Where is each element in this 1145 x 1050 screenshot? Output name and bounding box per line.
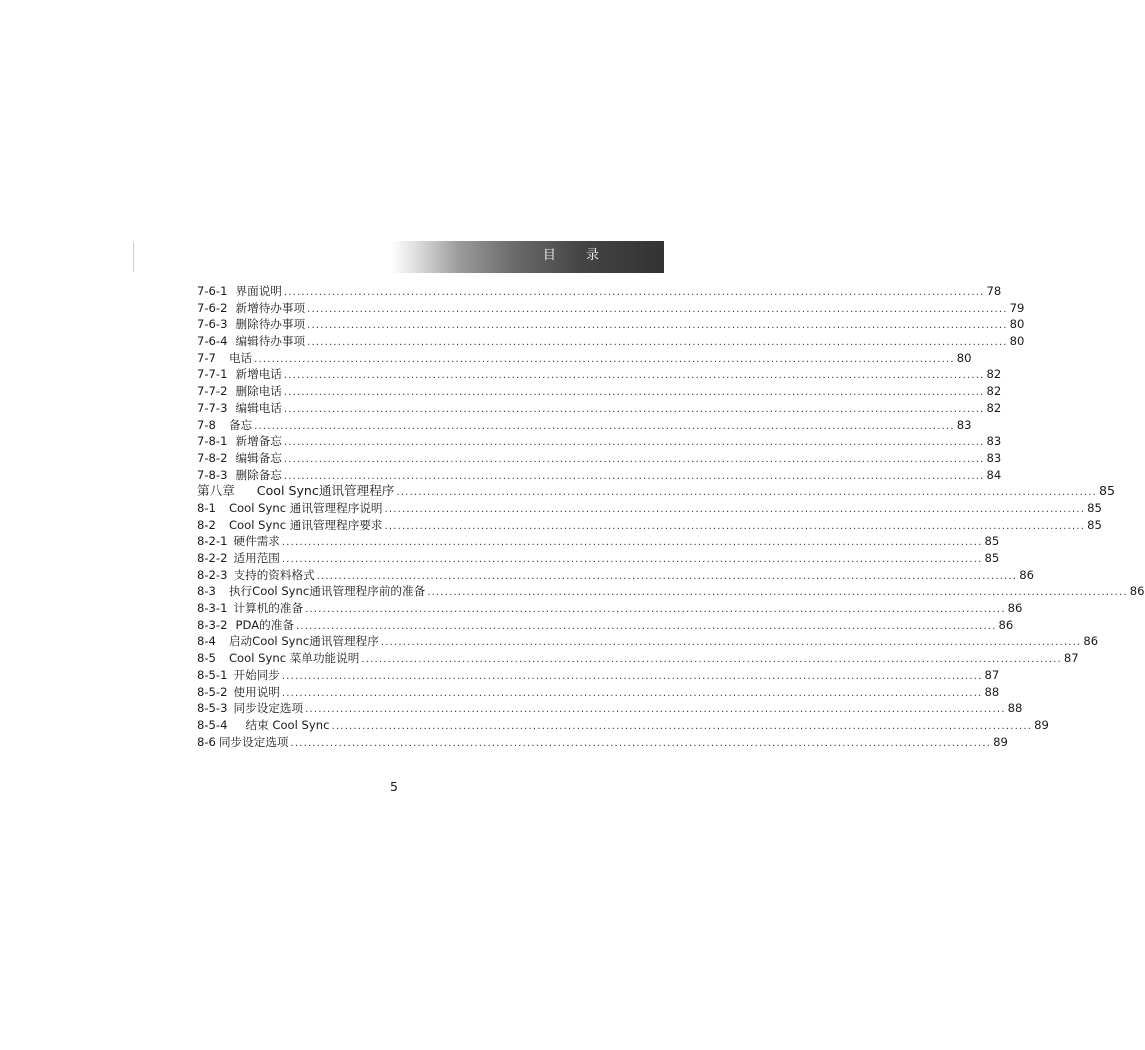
toc-entry-number: 7-8-3 xyxy=(197,467,228,482)
toc-entry-number: 8-5 xyxy=(197,651,216,666)
toc-entry-title: 新增备忘 xyxy=(235,434,282,449)
toc-entry-page: 83 xyxy=(986,434,1002,449)
toc-entry-number: 7-8-2 xyxy=(197,450,228,465)
toc-entry xyxy=(197,600,1023,617)
toc-entry-page: 78 xyxy=(986,284,1002,298)
toc-entry-title: 使用说明 xyxy=(233,684,280,699)
toc-entry-title: 删除备忘 xyxy=(235,467,282,482)
toc-entry-page: 82 xyxy=(986,367,1002,382)
toc-entry xyxy=(197,533,1000,550)
toc-entry-page: 85 xyxy=(1099,483,1116,499)
toc-entry-title: 删除电话 xyxy=(235,384,282,399)
toc-entry-page: 86 xyxy=(1019,567,1035,582)
toc-entry xyxy=(197,583,1145,600)
toc-entry xyxy=(197,500,1102,517)
toc-entry xyxy=(197,483,1116,500)
toc-entry-number: 7-6-2 xyxy=(197,300,228,315)
toc-entry-page: 82 xyxy=(986,384,1002,399)
toc-entry xyxy=(197,667,1000,684)
toc-leader-dots: ................................................................................................................................................................ xyxy=(283,387,985,399)
header-title: 目 录 xyxy=(542,248,612,263)
toc-entry-title: PDA的准备 xyxy=(235,617,294,632)
toc-leader-dots: ................................................................................................................................................................ xyxy=(361,654,1062,666)
toc-entry-number: 8-6 xyxy=(197,734,216,749)
toc-entry-title: 计算机的准备 xyxy=(233,601,304,616)
toc-entry xyxy=(197,366,1002,383)
toc-entry-number: 8-2-3 xyxy=(197,567,228,582)
toc-entry-title: 开始同步 xyxy=(233,667,280,682)
toc-entry-page: 86 xyxy=(1007,601,1023,616)
toc-leader-dots: ................................................................................................................................................................ xyxy=(254,420,955,432)
toc-entry-page: 86 xyxy=(1129,584,1145,599)
toc-leader-dots: ................................................................................................................................................................ xyxy=(380,637,1082,649)
toc-entry-title: 电话 xyxy=(228,350,253,365)
header-band xyxy=(392,241,664,273)
toc-entry xyxy=(197,383,1002,400)
toc-entry-number: 8-4 xyxy=(197,634,216,649)
toc-entry-title: 执行Cool Sync通讯管理程序前的准备 xyxy=(228,584,426,599)
toc-leader-dots: ................................................................................................................................................................ xyxy=(427,587,1128,599)
toc-leader-dots: ................................................................................................................................................................ xyxy=(281,687,983,699)
toc-entry-title: 支持的资料格式 xyxy=(233,567,315,582)
toc-entry xyxy=(197,684,1000,701)
toc-entry xyxy=(197,700,1023,717)
toc-entry-page: 84 xyxy=(986,467,1002,482)
toc-leader-dots: ................................................................................................................................................................ xyxy=(281,554,983,565)
table-of-contents xyxy=(197,283,1145,750)
toc-entry-number: 7-8-1 xyxy=(197,434,228,449)
toc-entry-title: 新增待办事项 xyxy=(235,300,306,315)
toc-entry-page: 85 xyxy=(1087,500,1102,515)
toc-entry-number: 8-2 xyxy=(197,517,216,532)
toc-entry xyxy=(197,550,1000,567)
toc-entry xyxy=(197,333,1025,350)
toc-leader-dots: ................................................................................................................................................................ xyxy=(384,520,1086,532)
toc-leader-dots: ................................................................................................................................................................ xyxy=(305,604,1006,616)
toc-entry xyxy=(197,450,1002,467)
toc-entry xyxy=(197,717,1049,734)
toc-entry-title: Cool Sync 通讯管理程序说明 xyxy=(228,500,383,515)
toc-entry-page: 80 xyxy=(1009,317,1025,332)
toc-leader-dots: ................................................................................................................................................................ xyxy=(307,320,1008,332)
toc-leader-dots: ................................................................................................................................................................ xyxy=(384,503,1086,515)
toc-entry-page: 80 xyxy=(956,350,972,365)
toc-entry-title: 删除待办事项 xyxy=(235,317,306,332)
toc-entry xyxy=(197,650,1079,667)
toc-entry-page: 79 xyxy=(1009,300,1025,315)
toc-leader-dots: ................................................................................................................................................................ xyxy=(283,403,985,415)
toc-entry-number: 8-5-3 xyxy=(197,701,228,716)
toc-entry xyxy=(197,433,1002,450)
toc-entry-title: 启动Cool Sync通讯管理程序 xyxy=(228,634,379,649)
toc-entry-title: 编辑待办事项 xyxy=(235,334,306,349)
toc-entry-page: 86 xyxy=(998,617,1014,632)
toc-leader-dots: ................................................................................................................................................................ xyxy=(396,487,1097,499)
toc-leader-dots: ................................................................................................................................................................ xyxy=(283,453,985,465)
toc-entry xyxy=(197,633,1099,650)
toc-entry-number: 7-6-4 xyxy=(197,334,228,349)
toc-entry-number: 7-7-2 xyxy=(197,384,228,399)
toc-entry-number: 8-5-4 xyxy=(197,717,228,732)
toc-entry-title: 结束 Cool Sync xyxy=(245,717,330,732)
toc-entry-number: 7-7-3 xyxy=(197,400,228,415)
toc-entry-number: 7-7-1 xyxy=(197,367,228,382)
toc-leader-dots: ................................................................................................................................................................ xyxy=(305,704,1006,716)
toc-entry-number: 第八章 xyxy=(197,483,235,499)
toc-entry-title: 硬件需求 xyxy=(233,534,280,549)
toc-leader-dots: ................................................................................................................................................................ xyxy=(295,620,997,632)
toc-leader-dots: ................................................................................................................................................................ xyxy=(290,737,992,749)
toc-entry-title: 同步设定选项 xyxy=(233,701,304,716)
toc-entry-page: 89 xyxy=(1034,717,1049,732)
toc-leader-dots: ................................................................................................................................................................ xyxy=(283,437,985,449)
toc-leader-dots: ................................................................................................................................................................ xyxy=(254,353,955,365)
toc-entry-page: 82 xyxy=(986,400,1002,415)
toc-entry-number: 8-3 xyxy=(197,584,216,599)
toc-entry-number: 8-1 xyxy=(197,500,216,515)
toc-entry-number: 8-2-1 xyxy=(197,534,228,549)
toc-entry-page: 87 xyxy=(984,667,1000,682)
toc-entry-title: Cool Sync通讯管理程序 xyxy=(256,483,395,499)
toc-entry-title: 同步设定选项 xyxy=(218,734,289,749)
toc-entry-number: 8-5-1 xyxy=(197,667,228,682)
toc-entry-title: 界面说明 xyxy=(235,284,282,298)
toc-entry-title: 备忘 xyxy=(228,417,253,432)
toc-leader-dots: ................................................................................................................................................................ xyxy=(307,337,1008,349)
toc-leader-dots: ................................................................................................................................................................ xyxy=(316,570,1018,582)
toc-entry-number: 7-6-1 xyxy=(197,284,228,298)
toc-entry xyxy=(197,283,1002,300)
toc-entry-page: 88 xyxy=(984,684,1000,699)
toc-entry-number: 8-3-1 xyxy=(197,601,228,616)
toc-leader-dots: ................................................................................................................................................................ xyxy=(307,303,1008,315)
toc-entry-number: 8-5-2 xyxy=(197,684,228,699)
toc-entry xyxy=(197,567,1035,584)
toc-entry-page: 85 xyxy=(1087,517,1102,532)
toc-entry-number: 7-8 xyxy=(197,417,216,432)
toc-entry-number: 7-7 xyxy=(197,350,216,365)
toc-entry-page: 83 xyxy=(956,417,972,432)
toc-leader-dots: ................................................................................................................................................................ xyxy=(281,670,983,682)
toc-leader-dots: ................................................................................................................................................................ xyxy=(283,370,985,382)
toc-entry-page: 80 xyxy=(1009,334,1025,349)
toc-entry xyxy=(197,350,972,367)
toc-entry xyxy=(197,517,1102,534)
toc-leader-dots: ................................................................................................................................................................ xyxy=(331,720,1033,732)
toc-leader-dots: ................................................................................................................................................................ xyxy=(283,470,985,482)
toc-entry-number: 8-2-2 xyxy=(197,551,228,565)
toc-entry-title: 适用范围 xyxy=(233,551,280,565)
toc-entry-page: 87 xyxy=(1063,651,1079,666)
toc-entry-page: 83 xyxy=(986,450,1002,465)
toc-entry-title: 编辑电话 xyxy=(235,400,282,415)
toc-entry xyxy=(197,316,1025,333)
toc-entry-number: 7-6-3 xyxy=(197,317,228,332)
toc-entry-page: 86 xyxy=(1083,634,1099,649)
toc-entry xyxy=(197,617,1014,634)
page-number: 5 xyxy=(390,779,398,794)
toc-leader-dots: ................................................................................................................................................................ xyxy=(281,537,983,549)
margin-rule xyxy=(133,242,134,272)
toc-entry-title: Cool Sync 通讯管理程序要求 xyxy=(228,517,383,532)
toc-entry xyxy=(197,467,1002,484)
toc-entry-title: 新增电话 xyxy=(235,367,282,382)
toc-entry-page: 88 xyxy=(1007,701,1023,716)
toc-entry xyxy=(197,300,1025,317)
toc-leader-dots: ................................................................................................................................................................ xyxy=(283,287,985,298)
toc-entry-page: 89 xyxy=(993,734,1008,749)
toc-entry-number: 8-3-2 xyxy=(197,617,228,632)
toc-entry xyxy=(197,734,1008,751)
toc-entry xyxy=(197,400,1002,417)
toc-entry-page: 85 xyxy=(984,534,1000,549)
toc-entry xyxy=(197,417,972,434)
toc-entry-title: 编辑备忘 xyxy=(235,450,282,465)
toc-entry-title: Cool Sync 菜单功能说明 xyxy=(228,651,360,666)
toc-entry-page: 85 xyxy=(984,551,1000,565)
